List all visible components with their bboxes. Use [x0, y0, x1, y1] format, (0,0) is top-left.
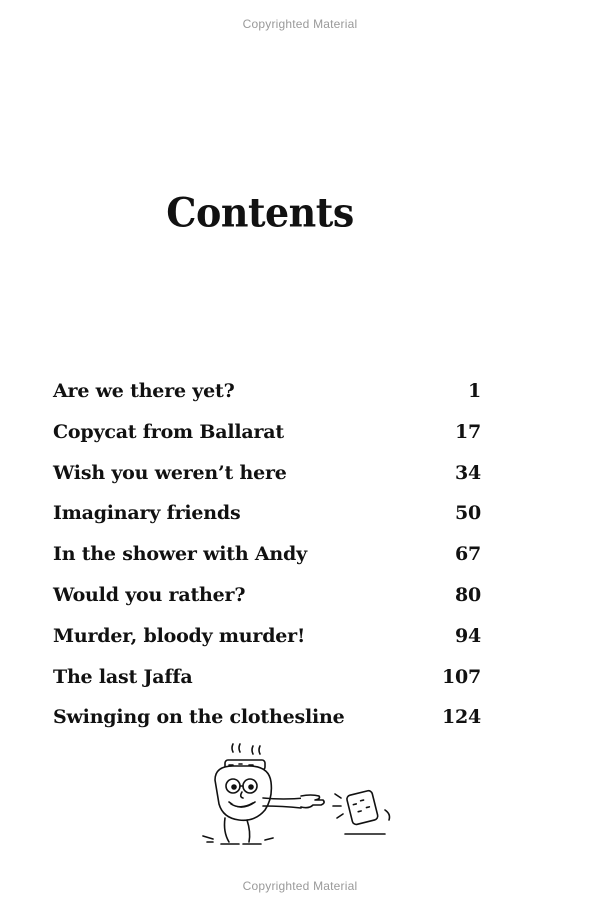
cartoon-illustration [195, 740, 410, 850]
toc-entry[interactable] [53, 502, 481, 543]
toc-entry-page: 80 [454, 583, 481, 606]
toc-entry-title: In the shower with Andy [53, 543, 307, 566]
page-title: Contents [166, 188, 354, 237]
toc-entry-page: 34 [454, 461, 481, 484]
toc-entry-title: Wish you weren’t here [53, 461, 287, 484]
toc-entry-page: 17 [454, 420, 481, 443]
toc-entry[interactable] [53, 625, 481, 666]
toc-entry[interactable] [53, 462, 481, 503]
toc-entry-page: 107 [441, 665, 481, 688]
toc-entry[interactable] [53, 543, 481, 584]
toc-entry[interactable] [53, 584, 481, 625]
toc-entry-page: 94 [454, 624, 481, 647]
toc-entry-title: Would you rather? [53, 583, 246, 606]
toc-entry[interactable] [53, 380, 481, 421]
toc-entry-title: Murder, bloody murder! [53, 624, 306, 647]
copyright-watermark-top: Copyrighted Material [242, 17, 358, 31]
toc-entry-page: 67 [454, 543, 481, 566]
table-of-contents [53, 380, 481, 747]
toc-entry-page: 50 [454, 502, 481, 525]
toc-entry-title: Imaginary friends [53, 502, 241, 525]
toc-entry[interactable] [53, 421, 481, 462]
toc-entry-page: 124 [441, 706, 481, 729]
toc-entry-title: Copycat from Ballarat [53, 420, 284, 443]
toc-entry-title: The last Jaffa [53, 665, 193, 688]
copyright-watermark-bottom: Copyrighted Material [242, 879, 358, 893]
toc-entry-page: 1 [467, 380, 481, 402]
toc-entry[interactable] [53, 666, 481, 707]
toc-entry-title: Are we there yet? [53, 380, 235, 402]
toc-entry-title: Swinging on the clothesline [53, 706, 345, 729]
